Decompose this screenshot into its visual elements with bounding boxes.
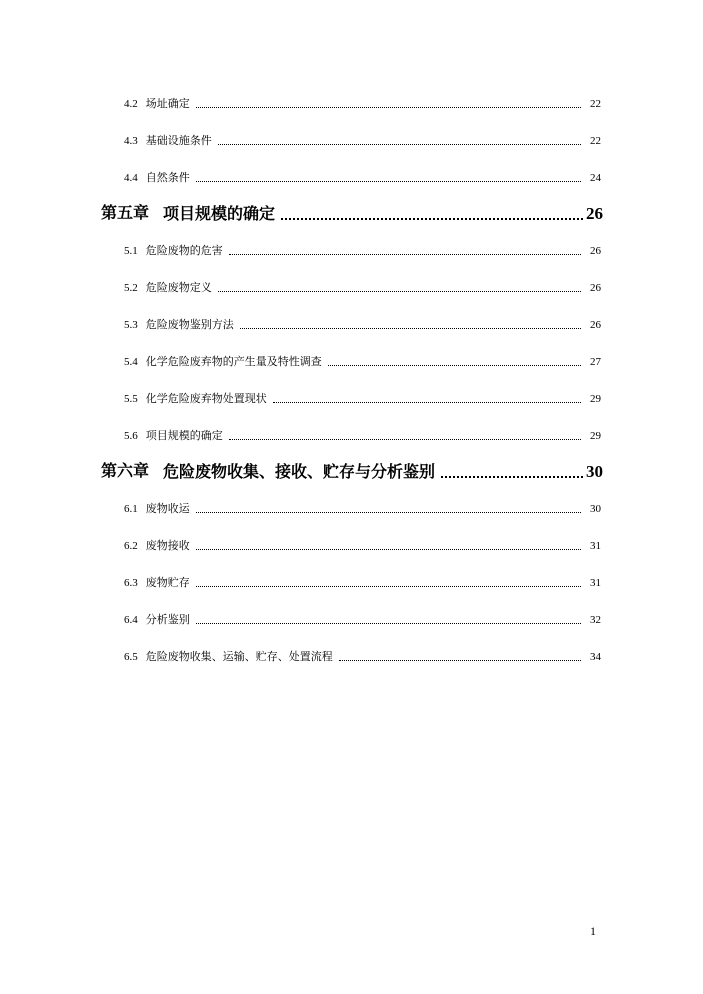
- toc-entry-number: 6.1: [124, 503, 138, 515]
- toc-entry-6-5[interactable]: [124, 649, 601, 665]
- toc-entry-title: 危险废物鉴别方法: [145, 318, 234, 331]
- dot-leader: [218, 143, 581, 145]
- toc-entry-number: 5.2: [124, 282, 138, 294]
- toc-entry-number: 6.3: [124, 577, 138, 589]
- toc-entry-number: 5.4: [124, 356, 138, 368]
- dot-leader: [196, 622, 581, 624]
- toc-chapter-number: 第五章: [101, 205, 150, 222]
- toc-entry-title: 废物接收: [145, 539, 190, 552]
- dot-leader: [196, 585, 581, 587]
- toc-chapter-page: 26: [586, 204, 603, 223]
- toc-entry-5-4[interactable]: [124, 354, 601, 370]
- toc-entry-number: 5.6: [124, 430, 138, 442]
- dot-leader: [229, 438, 581, 440]
- dot-leader: [328, 364, 581, 366]
- toc-chapter-page: 30: [586, 462, 603, 481]
- toc-entry-page: 26: [590, 282, 601, 294]
- toc-entry-6-4[interactable]: [124, 612, 601, 628]
- toc-entry-page: 22: [590, 135, 601, 147]
- toc-entry-title: 废物收运: [145, 502, 190, 515]
- toc-entry-title: 分析鉴别: [145, 613, 190, 626]
- toc-entry-6-1[interactable]: [124, 501, 601, 517]
- toc-entry-page: 30: [590, 503, 601, 515]
- toc-entry-title: 废物贮存: [145, 576, 190, 589]
- toc-entry-number: 4.3: [124, 135, 138, 147]
- dot-leader: [441, 475, 583, 478]
- toc-entry-title: 化学危险废弃物处置现状: [145, 392, 267, 405]
- toc-chapter-5[interactable]: [101, 203, 603, 225]
- toc-entry-title: 危险废物的危害: [145, 244, 223, 257]
- dot-leader: [339, 659, 581, 661]
- toc-entry-number: 6.4: [124, 614, 138, 626]
- toc-entry-title: 基础设施条件: [145, 134, 212, 147]
- toc-entry-number: 4.4: [124, 172, 138, 184]
- toc-entry-number: 5.3: [124, 319, 138, 331]
- toc-entry-5-2[interactable]: [124, 280, 601, 296]
- toc-entry-page: 27: [590, 356, 601, 368]
- toc-entry-5-5[interactable]: [124, 391, 601, 407]
- toc-entry-title: 危险废物定义: [145, 281, 212, 294]
- toc-entry-number: 4.2: [124, 98, 138, 110]
- page-number: 1: [590, 924, 596, 938]
- toc-entry-page: 32: [590, 614, 601, 626]
- toc-entry-title: 自然条件: [145, 171, 190, 184]
- toc-entry-4-2[interactable]: [124, 96, 601, 112]
- toc-entry-number: 5.5: [124, 393, 138, 405]
- dot-leader: [281, 217, 583, 220]
- dot-leader: [196, 106, 581, 108]
- toc-entry-page: 29: [590, 393, 601, 405]
- toc-entry-page: 31: [590, 577, 601, 589]
- toc-entry-6-3[interactable]: [124, 575, 601, 591]
- dot-leader: [229, 253, 581, 255]
- dot-leader: [196, 180, 581, 182]
- dot-leader: [218, 290, 581, 292]
- toc-chapter-title: 项目规模的确定: [163, 204, 276, 223]
- toc-entry-page: 26: [590, 319, 601, 331]
- toc-entry-title: 项目规模的确定: [145, 429, 223, 442]
- toc-entry-page: 26: [590, 245, 601, 257]
- toc-entry-5-3[interactable]: [124, 317, 601, 333]
- toc-entry-5-1[interactable]: [124, 243, 601, 259]
- toc-entry-title: 化学危险废弃物的产生量及特性调查: [145, 355, 322, 368]
- toc-chapter-title: 危险废物收集、接收、贮存与分析鉴别: [163, 462, 436, 481]
- toc-entry-6-2[interactable]: [124, 538, 601, 554]
- toc-entry-page: 24: [590, 172, 601, 184]
- toc-entry-number: 5.1: [124, 245, 138, 257]
- toc-entry-title: 危险废物收集、运输、贮存、处置流程: [145, 650, 333, 663]
- toc-entry-5-6[interactable]: [124, 428, 601, 444]
- dot-leader: [196, 548, 581, 550]
- dot-leader: [273, 401, 581, 403]
- toc-entry-page: 31: [590, 540, 601, 552]
- toc-entry-number: 6.5: [124, 651, 138, 663]
- toc-chapter-6[interactable]: [101, 461, 603, 483]
- toc-entry-4-4[interactable]: [124, 170, 601, 186]
- dot-leader: [196, 511, 581, 513]
- toc-entry-title: 场址确定: [145, 97, 190, 110]
- dot-leader: [240, 327, 581, 329]
- toc-entry-page: 29: [590, 430, 601, 442]
- toc-entry-number: 6.2: [124, 540, 138, 552]
- toc-entry-page: 22: [590, 98, 601, 110]
- toc-chapter-number: 第六章: [101, 463, 150, 480]
- toc-entry-page: 34: [590, 651, 601, 663]
- toc-entry-4-3[interactable]: [124, 133, 601, 149]
